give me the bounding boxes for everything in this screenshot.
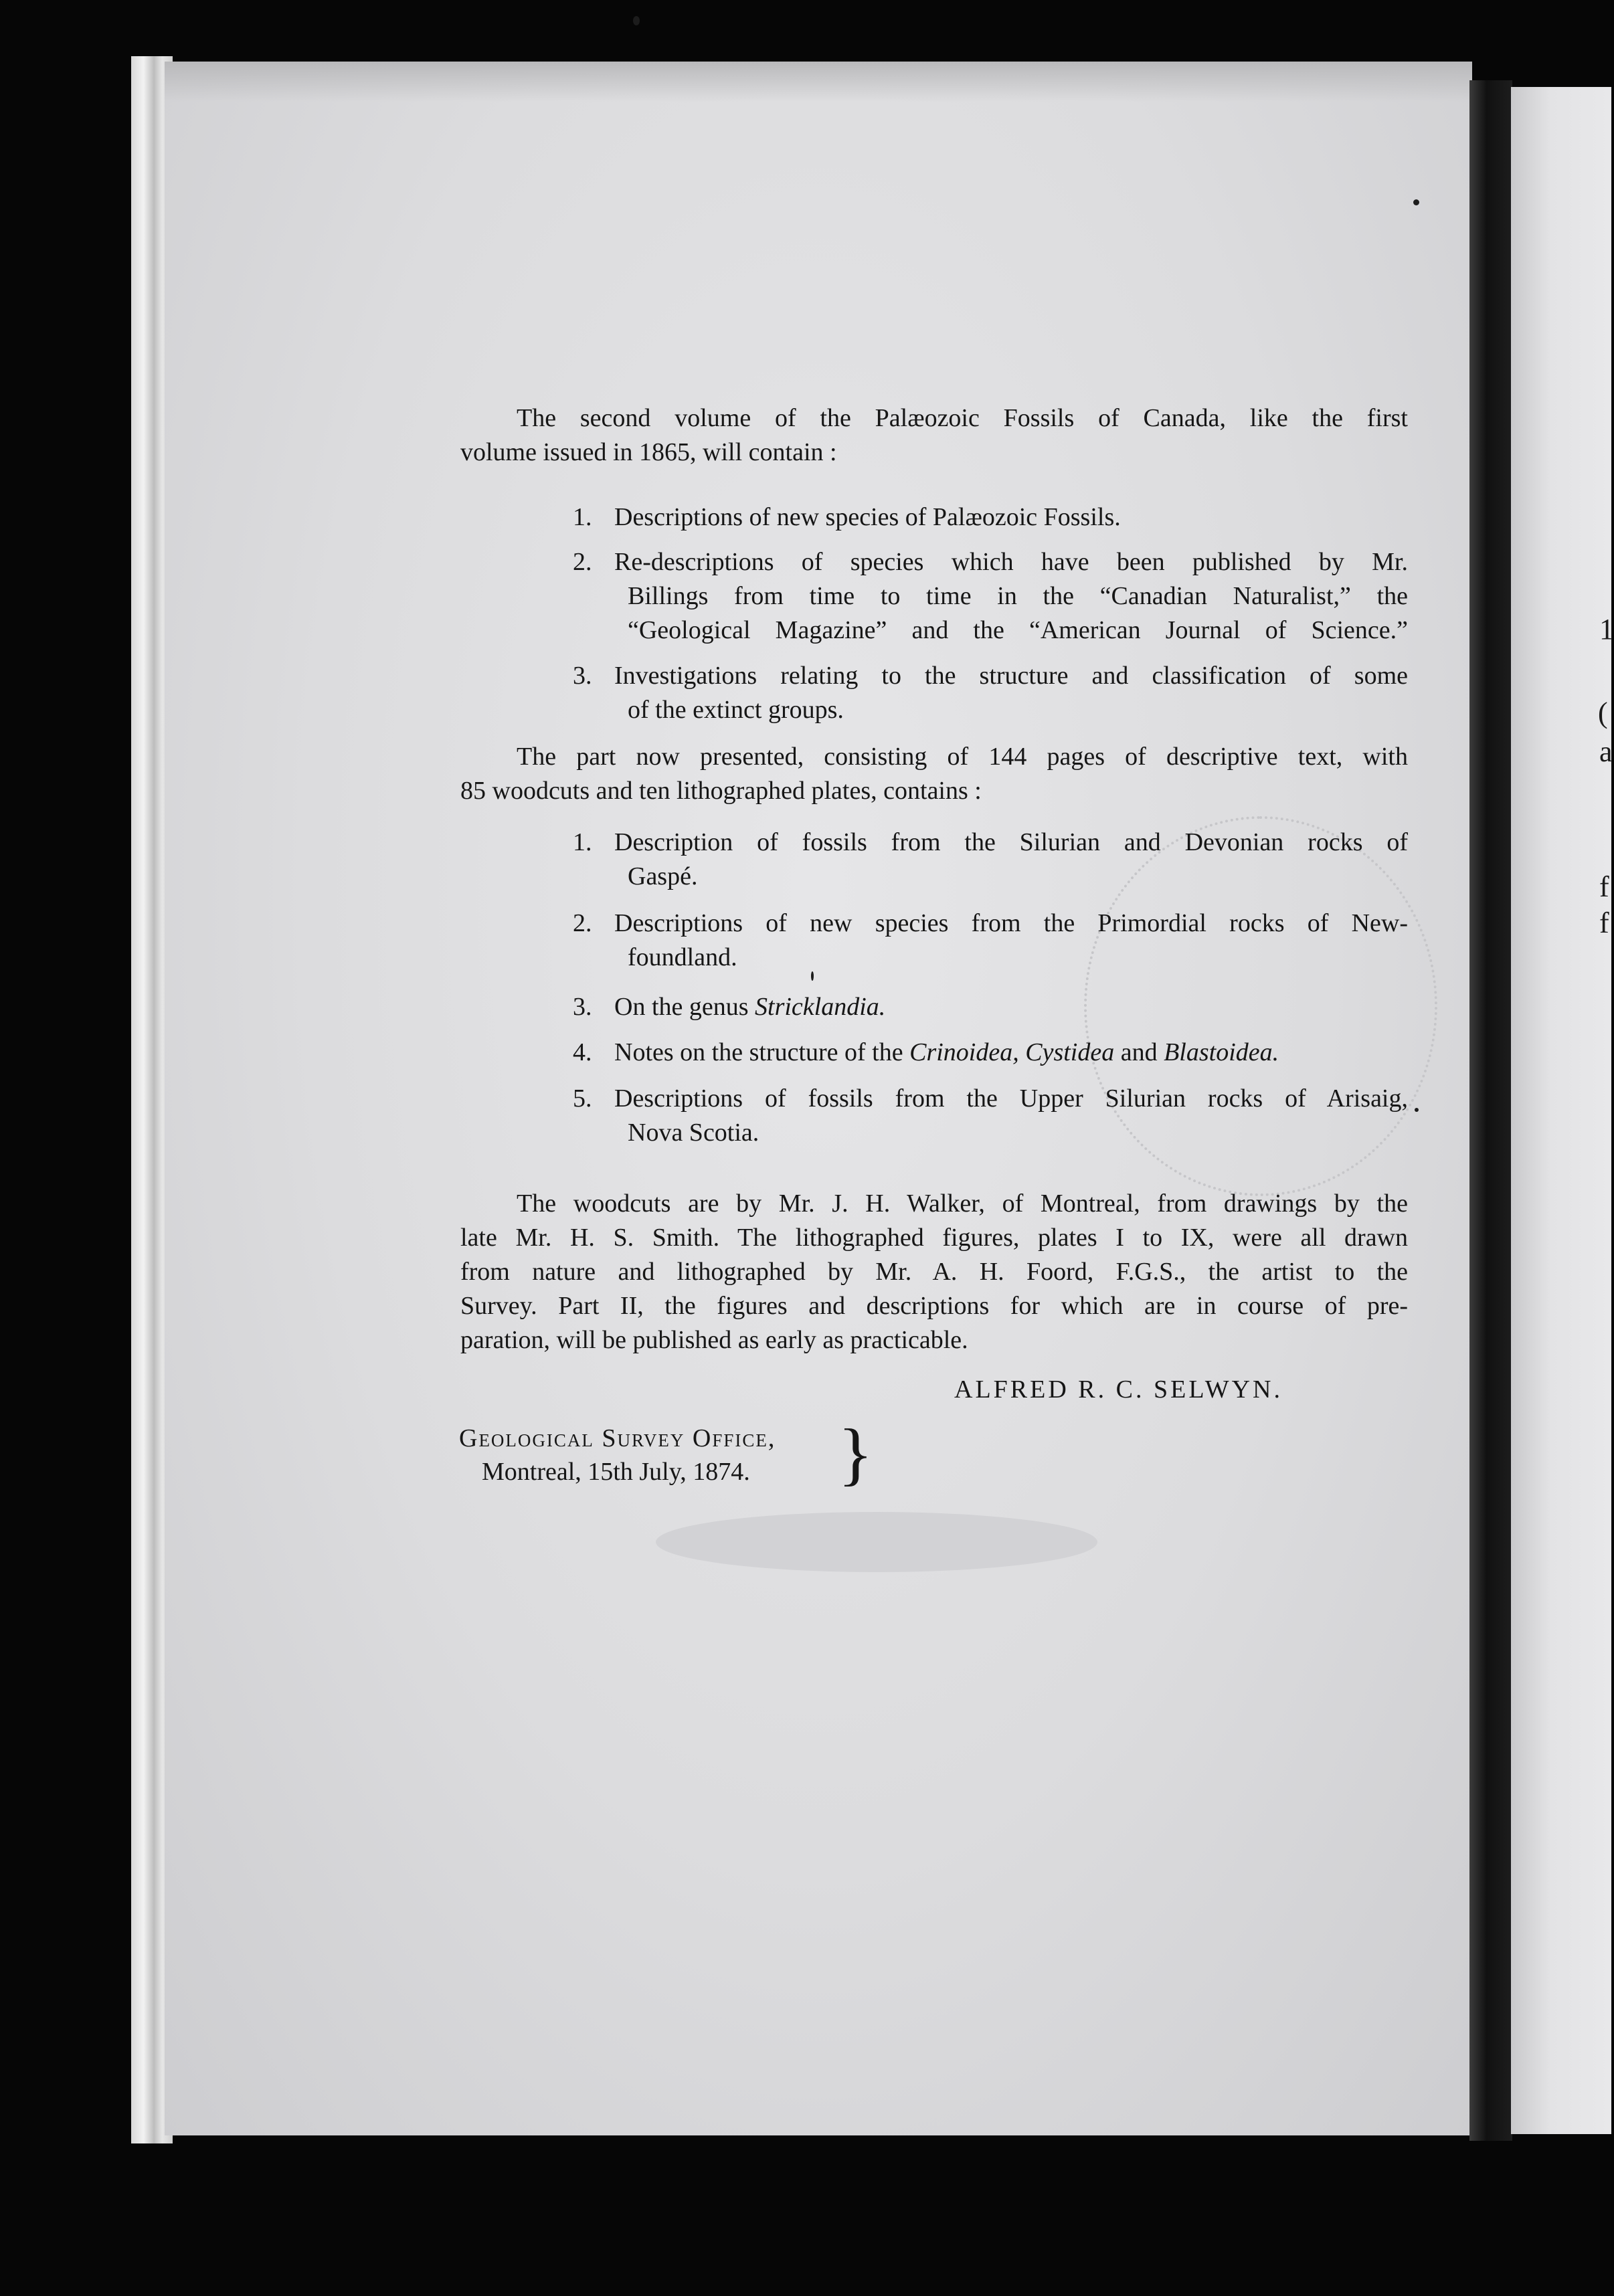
part-paragraph [460,740,1408,808]
text-line: Descriptions of fossils from the Upper Silurian rocks of Arisaig, [614,1084,1408,1113]
text-line: Investigations relating to the structure and classification of some [614,662,1408,690]
office-address [459,1422,776,1489]
scan-speck [1413,199,1419,205]
text-line: The woodcuts are by Mr. J. H. Walker, of Montreal, from drawings by the [517,1189,1408,1218]
text-line: of the extinct groups. [628,696,844,724]
volume-item-1 [573,500,1408,535]
intro-paragraph [460,401,1408,470]
part-item-1 [573,826,1408,894]
item-number: 2. [573,548,592,576]
text-line: Descriptions of new species from the Primordial rocks of New- [614,909,1408,937]
closing-paragraph [460,1187,1408,1357]
office-date: Montreal, 15th July, 1874. [482,1458,750,1486]
book-gutter [1469,80,1512,2141]
part-item-3 [573,990,1408,1024]
item-text: On the genus [614,993,755,1021]
text-line: Re-descriptions of species which have been published by Mr. [614,548,1408,576]
text-line: foundland. [628,943,737,971]
text-line: The second volume of the Palæozoic Fossils of Canada, like the first [517,404,1408,432]
taxon-name: Crinoidea, [909,1038,1019,1066]
facing-fragment: a [1599,735,1613,768]
facing-fragment: f [1599,906,1609,939]
part-item-2 [573,906,1408,975]
item-number: 3. [573,993,592,1021]
item-number: 5. [573,1084,592,1113]
scan-speck [811,971,814,981]
text-line: 85 woodcuts and ten lithographed plates, contains : [460,777,982,805]
item-number: 3. [573,662,592,690]
text-line [614,990,1408,1024]
text-line: Survey. Part II, the figures and descriptions for which are in course of pre- [460,1292,1408,1320]
signature: ALFRED R. C. SELWYN. [954,1375,1283,1404]
text-line: late Mr. H. S. Smith. The lithographed figures, plates I to IX, were all drawn [460,1224,1408,1252]
show-through-ornament [656,1512,1097,1572]
text-line: Descriptions of new species of Palæozoic Fossils. [614,503,1121,531]
facing-page [1511,87,1611,2134]
text-line: “Geological Magazine” and the “American Journal of Science.” [628,616,1408,644]
text-line: paration, will be published as early as practicable. [460,1326,968,1354]
scan-speck [633,16,640,25]
taxon-name: Blastoidea. [1164,1038,1279,1066]
page-top-shadow [165,62,1472,102]
item-number: 1. [573,828,592,856]
part-item-5 [573,1082,1408,1150]
facing-fragment: f [1599,870,1609,903]
part-item-4 [573,1036,1408,1070]
volume-item-2 [573,545,1408,648]
office-name: Geological Survey Office, [459,1424,776,1452]
facing-fragment: ( [1598,696,1608,729]
volume-item-3 [573,659,1408,727]
facing-fragment: 1 [1599,613,1614,646]
conjunction: and [1114,1038,1164,1066]
text-line: Nova Scotia. [628,1119,759,1147]
brace-glyph: } [838,1415,873,1493]
item-number: 1. [573,503,592,531]
text-line: The part now presented, consisting of 144 pages of descriptive text, with [517,743,1408,771]
text-line: from nature and lithographed by Mr. A. H. Foord, F.G.S., the artist to the [460,1258,1408,1286]
taxon-name: Cystidea [1025,1038,1115,1066]
text-line [614,1036,1408,1070]
text-line: volume issued in 1865, will contain : [460,438,837,466]
text-line: Gaspé. [628,862,698,890]
scan-speck [1415,1108,1419,1112]
text-line: Description of fossils from the Silurian and Devonian rocks of [614,828,1408,856]
genus-name: Stricklandia. [755,993,886,1021]
item-text: Notes on the structure of the [614,1038,910,1066]
item-number: 2. [573,909,592,937]
item-number: 4. [573,1038,592,1066]
text-line: Billings from time to time in the “Canadian Naturalist,” the [628,582,1408,610]
